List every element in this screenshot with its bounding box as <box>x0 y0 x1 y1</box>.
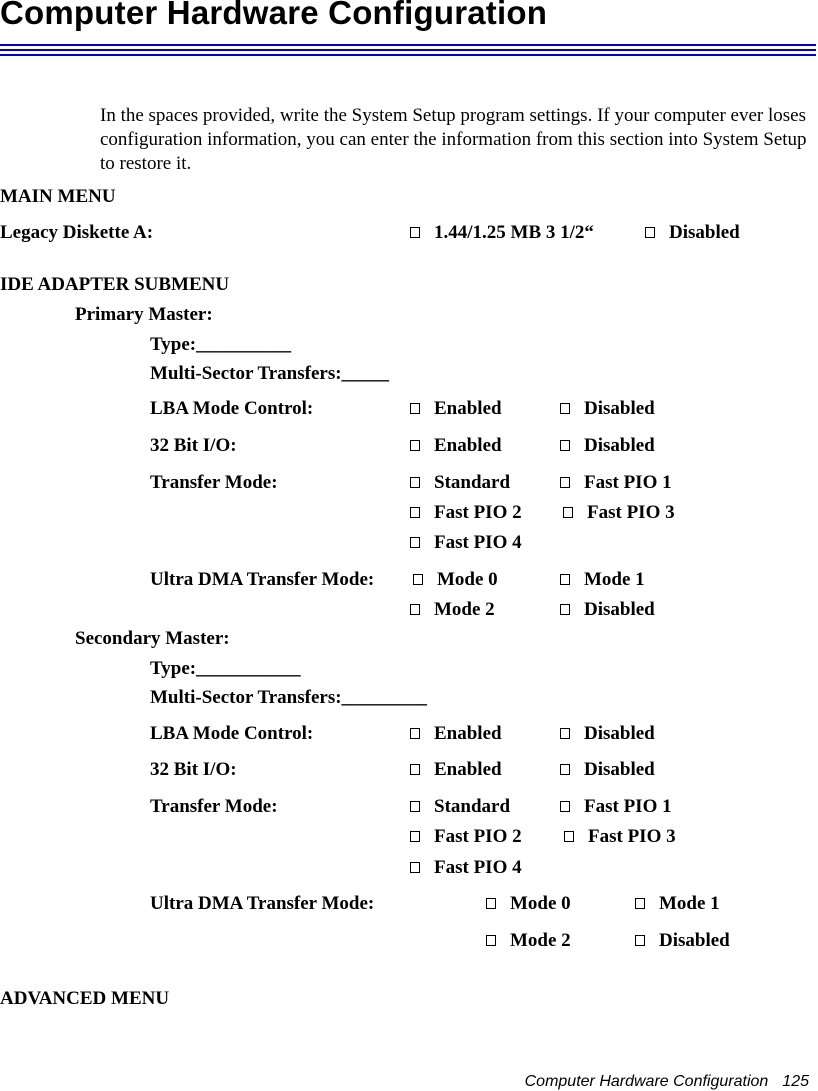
option-primary-transfer-pio3: Fast PIO 3 <box>587 502 675 523</box>
checkbox-secondary-io32-disabled[interactable] <box>560 764 570 775</box>
advanced-menu-heading: ADVANCED MENU <box>0 988 170 1009</box>
option-primary-io32-disabled: Disabled <box>584 435 655 456</box>
secondary-lba-label: LBA Mode Control: <box>150 723 314 744</box>
checkbox-primary-udma-disabled[interactable] <box>560 604 570 615</box>
primary-master-heading: Primary Master: <box>75 304 213 325</box>
intro-paragraph: In the spaces provided, write the System Setup program settings. If your computer ever loses configuration information, you can enter the information from this section into System Setup to restore it. <box>100 105 807 174</box>
checkbox-secondary-transfer-pio2[interactable] <box>410 831 420 842</box>
option-primary-transfer-pio2: Fast PIO 2 <box>434 502 522 523</box>
footer-running-title: Computer Hardware Configuration <box>524 1073 769 1090</box>
option-secondary-lba-disabled: Disabled <box>584 723 655 744</box>
page-number: 125 <box>782 1073 809 1090</box>
secondary-udma-label: Ultra DMA Transfer Mode: <box>150 893 375 914</box>
checkbox-secondary-lba-enabled[interactable] <box>410 728 420 739</box>
checkbox-secondary-transfer-pio3[interactable] <box>564 831 574 842</box>
checkbox-secondary-transfer-pio4[interactable] <box>410 862 420 873</box>
option-secondary-transfer-pio3: Fast PIO 3 <box>588 826 676 847</box>
checkbox-primary-udma-mode2[interactable] <box>410 604 420 615</box>
secondary-io32-label: 32 Bit I/O: <box>150 759 237 780</box>
option-primary-udma-mode2: Mode 2 <box>434 599 495 620</box>
checkbox-secondary-udma-mode0[interactable] <box>486 898 496 909</box>
option-primary-lba-enabled: Enabled <box>434 398 502 419</box>
option-diskette-disabled: Disabled <box>669 222 740 243</box>
secondary-multi-sector-field: Multi-Sector Transfers:_________ <box>150 687 428 708</box>
page-title: Computer Hardware Configuration <box>0 0 548 31</box>
option-primary-transfer-standard: Standard <box>434 472 511 493</box>
checkbox-primary-io32-disabled[interactable] <box>560 440 570 451</box>
checkbox-secondary-transfer-pio1[interactable] <box>560 801 570 812</box>
option-secondary-udma-disabled: Disabled <box>659 930 730 951</box>
option-primary-udma-mode0: Mode 0 <box>437 569 498 590</box>
checkbox-secondary-io32-enabled[interactable] <box>410 764 420 775</box>
checkbox-primary-udma-mode1[interactable] <box>560 574 570 585</box>
checkbox-primary-transfer-pio2[interactable] <box>410 507 420 518</box>
option-primary-lba-disabled: Disabled <box>584 398 655 419</box>
secondary-type-field: Type:___________ <box>150 658 301 679</box>
legacy-diskette-label: Legacy Diskette A: <box>0 222 154 243</box>
option-secondary-udma-mode1: Mode 1 <box>659 893 720 914</box>
option-secondary-lba-enabled: Enabled <box>434 723 502 744</box>
checkbox-primary-transfer-pio4[interactable] <box>410 537 420 548</box>
checkbox-primary-transfer-standard[interactable] <box>410 477 420 488</box>
secondary-transfer-label: Transfer Mode: <box>150 796 278 817</box>
checkbox-diskette-144[interactable] <box>410 227 420 238</box>
option-secondary-udma-mode0: Mode 0 <box>510 893 571 914</box>
option-primary-udma-mode1: Mode 1 <box>584 569 645 590</box>
title-rule <box>0 44 816 46</box>
option-secondary-transfer-pio4: Fast PIO 4 <box>434 857 522 878</box>
checkbox-secondary-udma-mode2[interactable] <box>486 935 496 946</box>
title-rule <box>0 49 816 51</box>
primary-type-field: Type:__________ <box>150 334 292 355</box>
option-secondary-io32-disabled: Disabled <box>584 759 655 780</box>
option-diskette-144: 1.44/1.25 MB 3 1/2“ <box>434 222 594 243</box>
checkbox-diskette-disabled[interactable] <box>645 227 655 238</box>
checkbox-primary-lba-disabled[interactable] <box>560 403 570 414</box>
option-secondary-transfer-pio2: Fast PIO 2 <box>434 826 522 847</box>
option-secondary-udma-mode2: Mode 2 <box>510 930 571 951</box>
checkbox-primary-transfer-pio1[interactable] <box>560 477 570 488</box>
primary-multi-sector-field: Multi-Sector Transfers:_____ <box>150 363 390 384</box>
primary-lba-label: LBA Mode Control: <box>150 398 314 419</box>
ide-adapter-heading: IDE ADAPTER SUBMENU <box>0 274 230 295</box>
option-primary-transfer-pio1: Fast PIO 1 <box>584 472 672 493</box>
checkbox-secondary-transfer-standard[interactable] <box>410 801 420 812</box>
checkbox-primary-io32-enabled[interactable] <box>410 440 420 451</box>
option-primary-io32-enabled: Enabled <box>434 435 502 456</box>
checkbox-secondary-lba-disabled[interactable] <box>560 728 570 739</box>
secondary-master-heading: Secondary Master: <box>75 628 230 649</box>
page-footer <box>525 1073 809 1091</box>
checkbox-secondary-udma-mode1[interactable] <box>635 898 645 909</box>
primary-udma-label: Ultra DMA Transfer Mode: <box>150 569 375 590</box>
checkbox-primary-transfer-pio3[interactable] <box>563 507 573 518</box>
primary-transfer-label: Transfer Mode: <box>150 472 278 493</box>
option-secondary-transfer-standard: Standard <box>434 796 511 817</box>
title-rule <box>0 54 816 56</box>
checkbox-secondary-udma-disabled[interactable] <box>635 935 645 946</box>
option-secondary-io32-enabled: Enabled <box>434 759 502 780</box>
option-primary-transfer-pio4: Fast PIO 4 <box>434 532 522 553</box>
option-primary-udma-disabled: Disabled <box>584 599 655 620</box>
main-menu-heading: MAIN MENU <box>0 186 116 207</box>
checkbox-primary-udma-mode0[interactable] <box>413 574 423 585</box>
checkbox-primary-lba-enabled[interactable] <box>410 403 420 414</box>
option-secondary-transfer-pio1: Fast PIO 1 <box>584 796 672 817</box>
primary-io32-label: 32 Bit I/O: <box>150 435 237 456</box>
